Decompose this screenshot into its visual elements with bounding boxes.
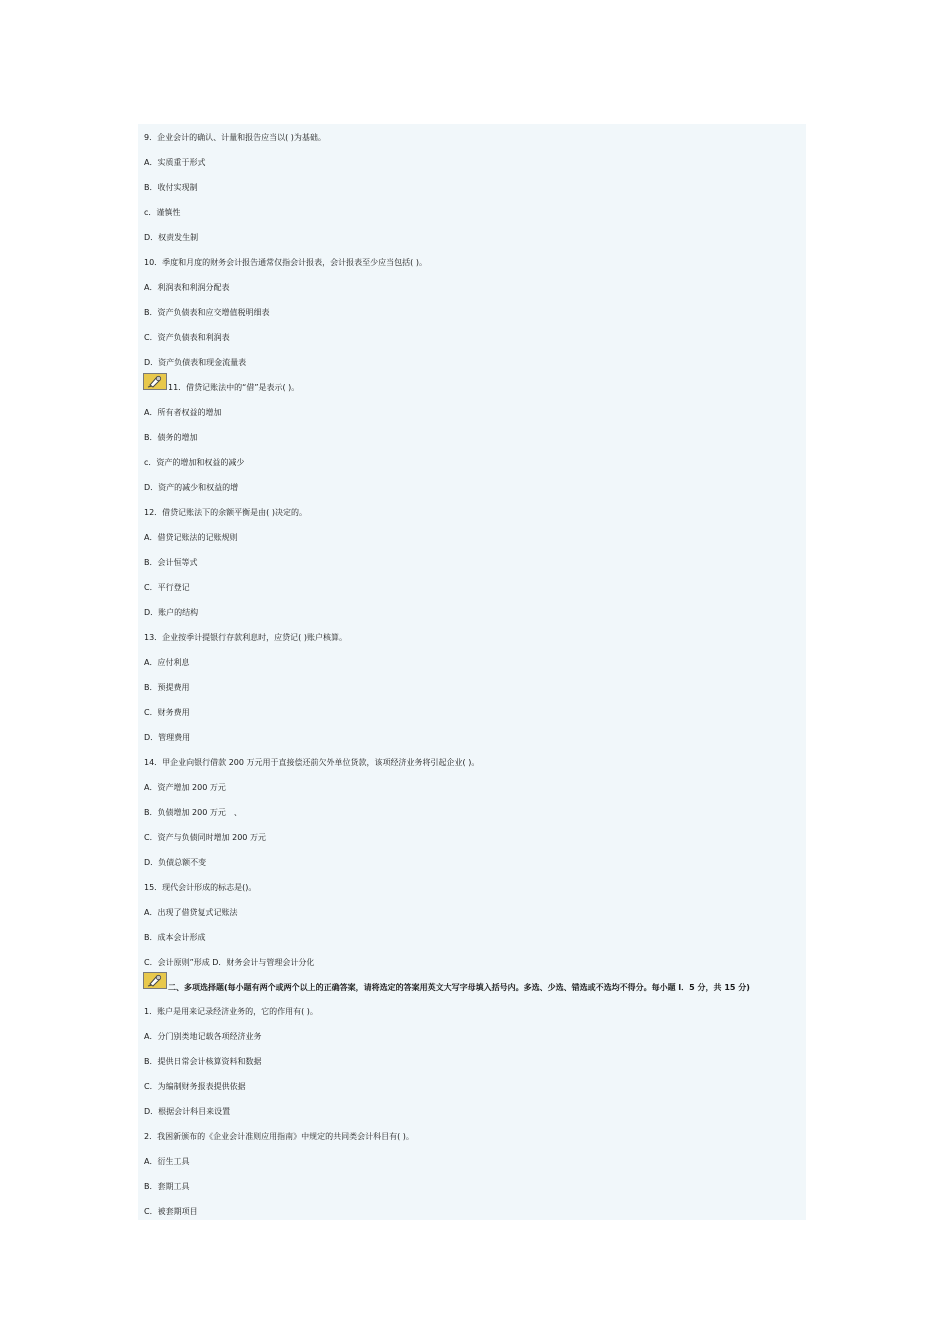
- answer-option: A．实质重于形式: [144, 158, 206, 167]
- answer-option: c．谨慎性: [144, 208, 181, 217]
- answer-option: C．平行登记: [144, 583, 190, 592]
- question-text: 15．现代会计形成的标志是()。: [144, 883, 257, 892]
- answer-option: D．根据会计科目来设置: [144, 1107, 231, 1116]
- answer-option: D．管理费用: [144, 733, 191, 742]
- answer-option: B．资产负债表和应交增值税明细表: [144, 308, 270, 317]
- tool-icon: [143, 972, 167, 989]
- question-text: 9．企业会计的确认、计量和报告应当以( )为基础。: [144, 133, 326, 142]
- answer-option: B．负债增加 200 万元 、: [144, 808, 242, 817]
- answer-option: A．利润表和利润分配表: [144, 283, 230, 292]
- answer-option: C．资产负债表和利润表: [144, 333, 230, 342]
- answer-option: D．资产负债表和现金流量表: [144, 358, 247, 367]
- answer-option: B．套期工具: [144, 1182, 190, 1191]
- answer-option: D．负债总额不变: [144, 858, 207, 867]
- question-text: 二、多项选择题(每小题有两个或两个以上的正确答案，请将选定的答案用英文大写字母填入括号内。多选、少选、错选或不选均不得分。每小题 l．5 分，共 15 分): [168, 983, 750, 992]
- question-text: 11．借贷记账法中的“借”是表示( )。: [168, 383, 300, 392]
- question-panel: [138, 124, 806, 1220]
- answer-option: c．资产的增加和权益的减少: [144, 458, 245, 467]
- question-text: 13．企业按季计提银行存款利息时，应贷记( )账户核算。: [144, 633, 347, 642]
- answer-option: A．资产增加 200 万元: [144, 783, 226, 792]
- question-text: 10．季度和月度的财务会计报告通常仅指会计报表，会计报表至少应当包括( )。: [144, 258, 427, 267]
- question-text: 12．借贷记账法下的余额平衡是由( )决定的。: [144, 508, 307, 517]
- question-text: 14．甲企业向银行借款 200 万元用于直接偿还前欠外单位货款，该项经济业务将引起企业( )。: [144, 758, 480, 767]
- answer-option: A．衍生工具: [144, 1157, 190, 1166]
- answer-option: B．成本会计形成: [144, 933, 206, 942]
- answer-option: B．收付实现制: [144, 183, 198, 192]
- tool-icon: [143, 373, 167, 390]
- answer-option: C．财务费用: [144, 708, 190, 717]
- answer-option: A．所有者权益的增加: [144, 408, 222, 417]
- answer-option: B．提供日常会计核算资料和数据: [144, 1057, 262, 1066]
- answer-option: A．应付利息: [144, 658, 190, 667]
- answer-option: A．出现了借贷复式记账法: [144, 908, 238, 917]
- answer-option: A．借贷记账法的记账规则: [144, 533, 238, 542]
- answer-option: B．债务的增加: [144, 433, 198, 442]
- answer-option: B．预提费用: [144, 683, 190, 692]
- question-text: 2．我困新颁布的《企业会计准则应用指南》中规定的共同类会计科目有( )。: [144, 1132, 414, 1141]
- answer-option: C．为编制财务报表提供依据: [144, 1082, 246, 1091]
- answer-option: C．会计原则”形成 D．财务会计与管理会计分化: [144, 958, 315, 967]
- answer-option: A．分门别类地记载各项经济业务: [144, 1032, 262, 1041]
- answer-option: D．账户的结构: [144, 608, 199, 617]
- answer-option: C．被套期项目: [144, 1207, 198, 1216]
- answer-option: B．会计恒等式: [144, 558, 198, 567]
- answer-option: D．权责发生制: [144, 233, 199, 242]
- question-text: 1．账户是用来记录经济业务的，它的作用有( )。: [144, 1007, 318, 1016]
- answer-option: D．资产的减少和权益的增: [144, 483, 239, 492]
- answer-option: C．资产与负债同时增加 200 万元: [144, 833, 266, 842]
